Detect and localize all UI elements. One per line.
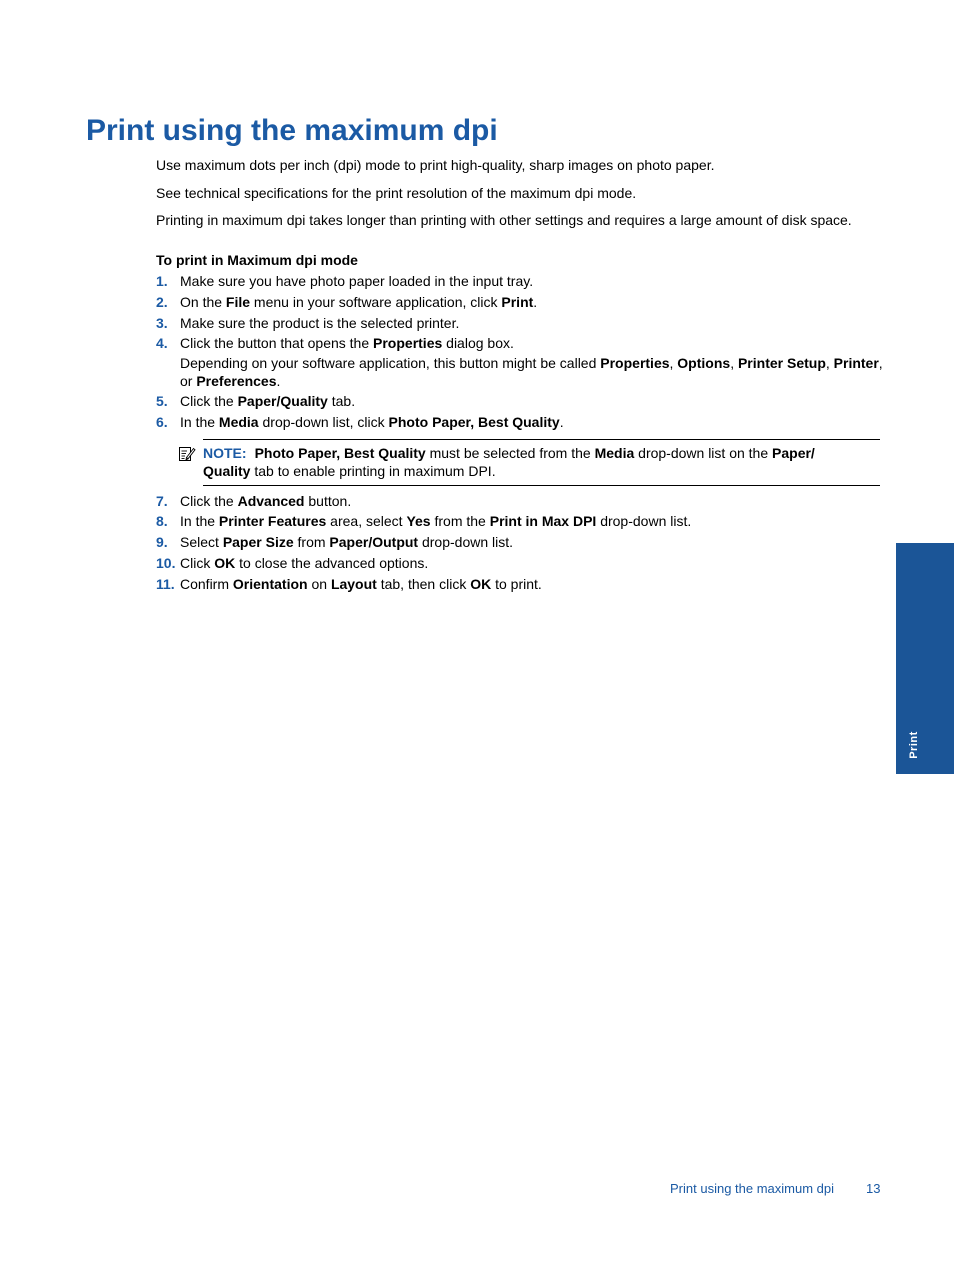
step-number: 5. bbox=[156, 393, 168, 409]
note-top-rule bbox=[203, 439, 880, 440]
step-number: 6. bbox=[156, 414, 168, 430]
intro-paragraph: Printing in maximum dpi takes longer than printing with other settings and requires a large amount of disk space. bbox=[156, 212, 852, 228]
step-item bbox=[156, 334, 886, 390]
step-item bbox=[156, 533, 886, 551]
step-text: Confirm Orientation on Layout tab, then click OK to print. bbox=[180, 576, 542, 592]
chapter-side-tab-label: Print bbox=[907, 731, 920, 759]
intro-paragraph: Use maximum dots per inch (dpi) mode to print high-quality, sharp images on photo paper. bbox=[156, 157, 715, 173]
intro-paragraph: See technical specifications for the print resolution of the maximum dpi mode. bbox=[156, 185, 637, 201]
step-text: In the Printer Features area, select Yes from the Print in Max DPI drop-down list. bbox=[180, 513, 692, 529]
chapter-side-tab bbox=[896, 543, 954, 774]
step-item bbox=[156, 512, 886, 530]
step-number: 3. bbox=[156, 315, 168, 331]
step-text: Make sure the product is the selected printer. bbox=[180, 315, 460, 331]
step-text: In the Media drop-down list, click Photo Paper, Best Quality. bbox=[180, 414, 564, 430]
step-number: 1. bbox=[156, 273, 168, 289]
footer-title: Print using the maximum dpi bbox=[670, 1181, 835, 1196]
step-item bbox=[156, 272, 886, 290]
note-pencil-icon bbox=[178, 445, 196, 463]
step-text: Click OK to close the advanced options. bbox=[180, 555, 429, 571]
step-text: Click the button that opens the Properties dialog box. bbox=[180, 335, 514, 351]
step-item bbox=[156, 575, 886, 593]
step-item bbox=[156, 392, 886, 410]
step-text: Click the Paper/Quality tab. bbox=[180, 393, 356, 409]
step-number: 11. bbox=[156, 576, 175, 592]
step-number: 7. bbox=[156, 493, 168, 509]
procedure-heading: To print in Maximum dpi mode bbox=[156, 252, 358, 268]
step-item bbox=[156, 413, 886, 431]
step-item bbox=[156, 293, 886, 311]
page-title: Print using the maximum dpi bbox=[86, 114, 498, 147]
step-number: 9. bbox=[156, 534, 168, 550]
step-text: Make sure you have photo paper loaded in the input tray. bbox=[180, 273, 534, 289]
step-item bbox=[156, 314, 886, 332]
note-box bbox=[178, 439, 880, 485]
step-subtext: Depending on your software application, this button might be called Properties, Options, Printer Setup, Printer, or Preferences. bbox=[180, 355, 883, 389]
note-label: NOTE: bbox=[203, 445, 247, 461]
step-number: 8. bbox=[156, 513, 168, 529]
step-text: On the File menu in your software application, click Print. bbox=[180, 294, 538, 310]
step-item bbox=[156, 492, 886, 510]
note-bottom-rule bbox=[203, 485, 880, 486]
step-item bbox=[156, 554, 886, 572]
step-text: Click the Advanced button. bbox=[180, 493, 352, 509]
note-text: NOTE: Photo Paper, Best Quality must be selected from the Media drop-down list on the Paper/ Quality tab to enable printing in maximum DPI. bbox=[203, 445, 815, 479]
step-number: 4. bbox=[156, 335, 168, 351]
step-text: Select Paper Size from Paper/Output drop-down list. bbox=[180, 534, 514, 550]
page-number: 13 bbox=[866, 1181, 881, 1196]
step-number: 10. bbox=[156, 555, 176, 571]
step-number: 2. bbox=[156, 294, 168, 310]
